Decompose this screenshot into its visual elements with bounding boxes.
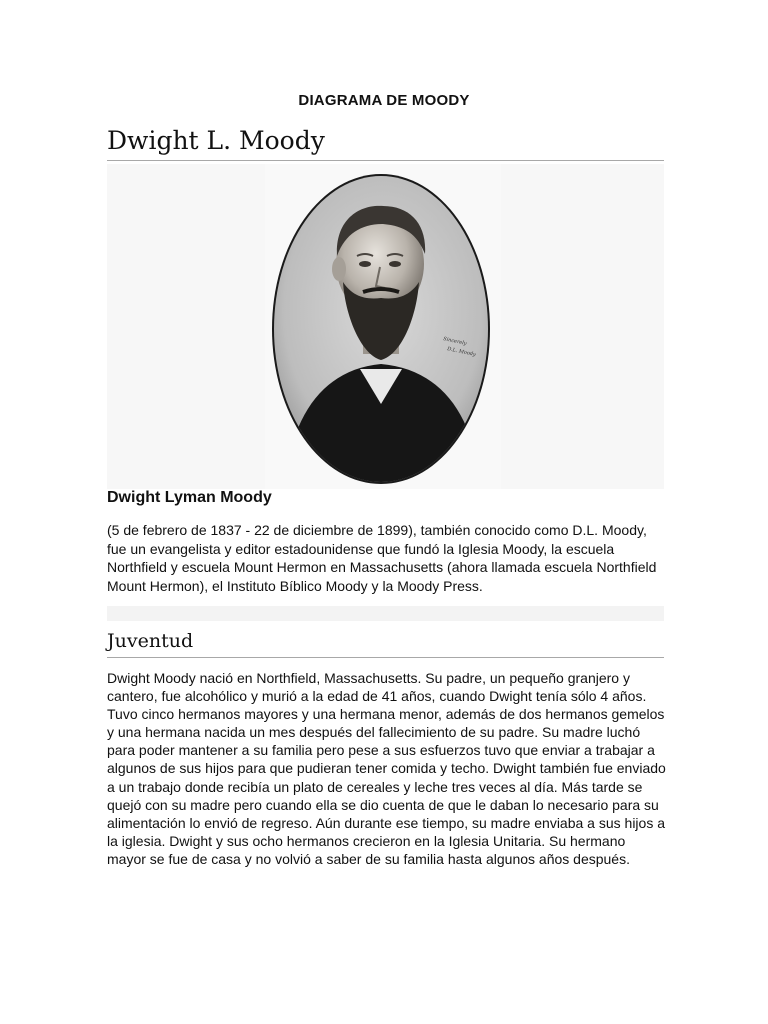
title-divider (107, 160, 664, 161)
signature-line-1: Sincerely (442, 336, 468, 347)
section-separator-band (107, 606, 664, 621)
portrait-image (265, 164, 501, 489)
portrait-box (107, 164, 664, 489)
subject-name: Dwight Lyman Moody (107, 489, 272, 506)
portrait-photo (265, 164, 501, 489)
document-heading: DIAGRAMA DE MOODY (298, 92, 470, 109)
intro-paragraph: (5 de febrero de 1837 - 22 de diciembre de 1899), también conocido como D.L. Moody, fue un evangelista y editor estadounidense que fundó la Iglesia Moody, la escuela Northfield y escuela Mount Hermon en Massachusetts (ahora llamada escuela Northfield Mount Hermon), el Instituto Bíblico Moody y la Moody Press. (107, 522, 657, 594)
section-heading-juventud: Juventud (107, 630, 194, 652)
article-title: Dwight L. Moody (107, 126, 325, 155)
signature-line-2: D.L. Moody (446, 346, 477, 359)
section-divider (107, 657, 664, 658)
youth-paragraph: Dwight Moody nació en Northfield, Massachusetts. Su padre, un pequeño granjero y cantero, fue alcohólico y murió a la edad de 41 años, cuando Dwight tenía sólo 4 años. Tuvo cinco hermanos mayores y una hermana menor, además de dos hermanos gemelos y una hermana nacida un mes después del fallecimiento de su padre. Su madre luchó para poder mantener a su familia pero pese a sus esfuerzos tuvo que enviar a trabajar a algunos de sus hijos para que pudieran tener comida y techo. Dwight también fue enviado a un trabajo donde recibía un plato de cereales y leche tres veces al día. Más tarde se quejó con su madre pero cuando ella se dio cuenta de que le daban lo necesario para su alimentación lo envió de regreso. Aún durante ese tiempo, su madre enviaba a sus hijos a la iglesia. Dwight y sus ocho hermanos crecieron en la Iglesia Unitaria. Su hermano mayor se fue de casa y no volvió a saber de su familia hasta algunos años después. (107, 670, 666, 867)
